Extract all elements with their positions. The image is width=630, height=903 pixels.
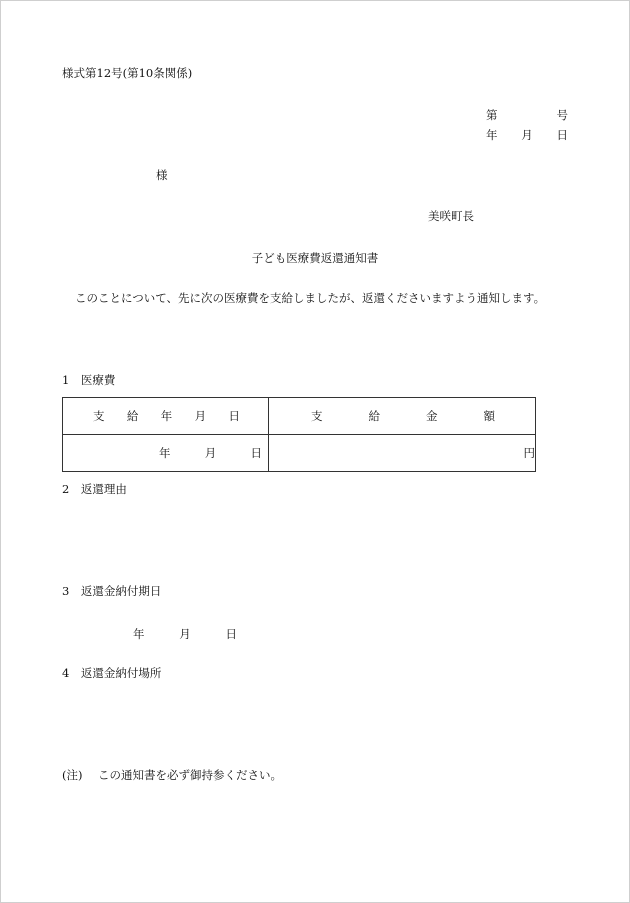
amount-unit: 円 <box>523 446 535 460</box>
issue-date-line <box>486 127 568 143</box>
body-text: このことについて、先に次の医療費を支給しましたが、返還くださいますよう通知します。 <box>75 291 546 305</box>
header-payment-date <box>63 398 269 435</box>
note-text: この通知書を必ず御持参ください。 <box>98 768 282 782</box>
issue-date-year: 年 <box>486 128 498 142</box>
header-date-char: 月 <box>194 409 207 423</box>
header-date-char: 支 <box>93 409 105 423</box>
header-amount-char: 給 <box>368 409 380 423</box>
header-date-char: 年 <box>160 409 173 423</box>
table-row <box>63 435 536 472</box>
issue-date-month: 月 <box>521 128 533 142</box>
issue-date-day: 日 <box>556 128 568 142</box>
header-payment-amount <box>269 398 536 435</box>
payment-date-day: 日 <box>250 446 262 460</box>
section-payment-location: 4 返還金納付場所 <box>62 666 162 680</box>
header-date-char: 日 <box>228 409 240 423</box>
section-payment-due-date: 3 返還金納付期日 <box>62 584 162 598</box>
payment-due-date-line <box>133 626 237 642</box>
section-medical-fee: 1 医療費 <box>62 373 116 387</box>
number-suffix: 号 <box>556 108 568 122</box>
note-label: (注) <box>62 768 83 782</box>
document-title: 子ども医療費返還通知書 <box>251 251 379 265</box>
payment-amount-cell <box>269 435 536 472</box>
payment-date-cell <box>63 435 269 472</box>
document-number-line <box>486 107 568 123</box>
table-header-row <box>63 398 536 435</box>
medical-fee-table <box>62 397 536 472</box>
addressee-suffix: 様 <box>156 168 168 182</box>
form-label: 様式第12号(第10条関係) <box>62 66 193 80</box>
payment-date-year: 年 <box>159 446 171 460</box>
header-amount-char: 支 <box>311 409 323 423</box>
number-prefix: 第 <box>486 108 498 122</box>
due-date-day: 日 <box>225 627 237 641</box>
payment-date-month: 月 <box>204 446 217 460</box>
due-date-month: 月 <box>179 627 191 641</box>
issuer-name: 美咲町長 <box>428 209 474 223</box>
header-amount-char: 額 <box>483 409 495 423</box>
header-date-char: 給 <box>126 409 139 423</box>
header-amount-char: 金 <box>426 409 438 423</box>
section-refund-reason: 2 返還理由 <box>62 482 127 496</box>
due-date-year: 年 <box>133 627 145 641</box>
